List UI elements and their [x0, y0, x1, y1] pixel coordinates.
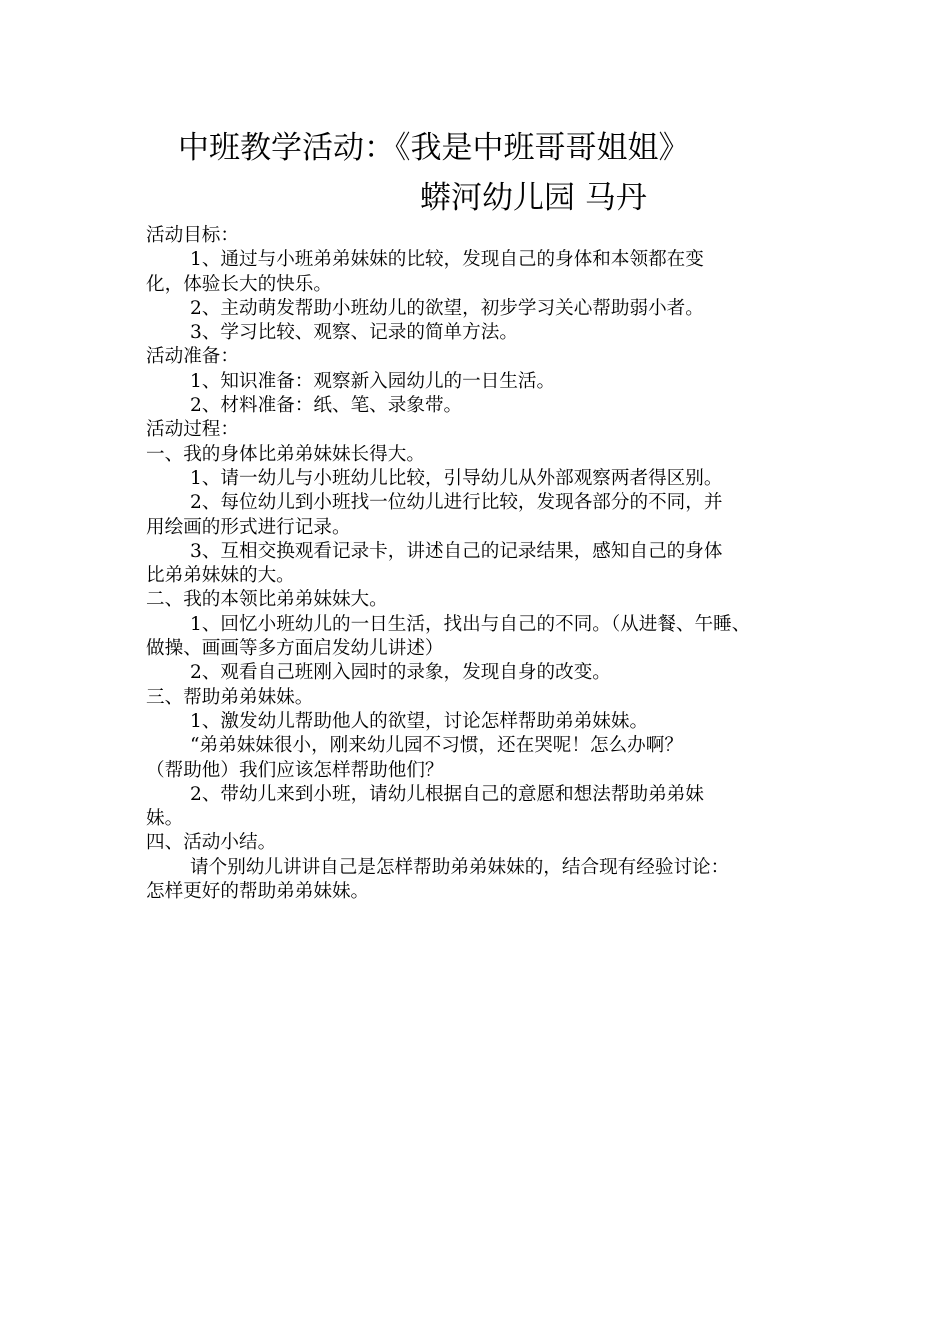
text-line: 活动目标： [146, 225, 239, 246]
text-line: 2、观看自己班刚入园时的录象，发现自身的改变。 [190, 662, 611, 684]
text-line: 2、带幼儿来到小班，请幼儿根据自己的意愿和想法帮助弟弟妹 [190, 783, 704, 805]
text-line: 2、主动萌发帮助小班幼儿的欲望，初步学习关心帮助弱小者。 [190, 297, 704, 319]
text-line: 1、回忆小班幼儿的一日生活，找出与自己的不同。（从进餐、午睡、 [190, 613, 751, 635]
text-line: 妹。 [146, 808, 184, 830]
text-line: 3、互相交换观看记录卡，讲述自己的记录结果，感知自己的身体 [190, 540, 723, 562]
text-line: 化，体验长大的快乐。 [146, 273, 332, 295]
text-line: 二、我的本领比弟弟妹妹大。 [146, 589, 388, 611]
text-line: 2、每位幼儿到小班找一位幼儿进行比较，发现各部分的不同，并 [190, 492, 723, 514]
text-line: 用绘画的形式进行记录。 [146, 516, 351, 538]
text-line: 活动过程： [146, 419, 239, 441]
text-line: 怎样更好的帮助弟弟妹妹。 [146, 881, 370, 903]
text-line: 1、通过与小班弟弟妹妹的比较，发现自己的身体和本领都在变 [190, 249, 704, 271]
text-line: 一、我的身体比弟弟妹妹长得大。 [146, 443, 425, 465]
text-line: 活动准备： [146, 346, 239, 368]
text-line: 三、帮助弟弟妹妹。 [146, 686, 314, 708]
text-line: 比弟弟妹妹的大。 [146, 565, 295, 587]
text-line: （帮助他）我们应该怎样帮助他们？ [146, 759, 444, 781]
text-line: 2、材料准备：纸、笔、录象带。 [190, 395, 463, 417]
document-body [146, 224, 826, 904]
text-line: 1、激发幼儿帮助他人的欲望，讨论怎样帮助弟弟妹妹。 [190, 710, 649, 732]
author-line: 蟒河幼儿园 马丹 [420, 180, 647, 216]
text-line: 1、知识准备：观察新入园幼儿的一日生活。 [190, 370, 556, 392]
text-line: 请个别幼儿讲讲自己是怎样帮助弟弟妹妹的，结合现有经验讨论： [190, 856, 730, 878]
text-line: 做操、画画等多方面启发幼儿讲述） [146, 638, 444, 660]
text-line: “弟弟妹妹很小，刚来幼儿园不习惯，还在哭呢！怎么办啊？ [190, 735, 683, 757]
document-title: 中班教学活动：《我是中班哥哥姐姐》 [178, 130, 690, 166]
text-line: 四、活动小结。 [146, 832, 277, 854]
text-line: 1、请一幼儿与小班幼儿比较，引导幼儿从外部观察两者得区别。 [190, 467, 723, 489]
text-line: 3、学习比较、观察、记录的简单方法。 [190, 322, 518, 344]
